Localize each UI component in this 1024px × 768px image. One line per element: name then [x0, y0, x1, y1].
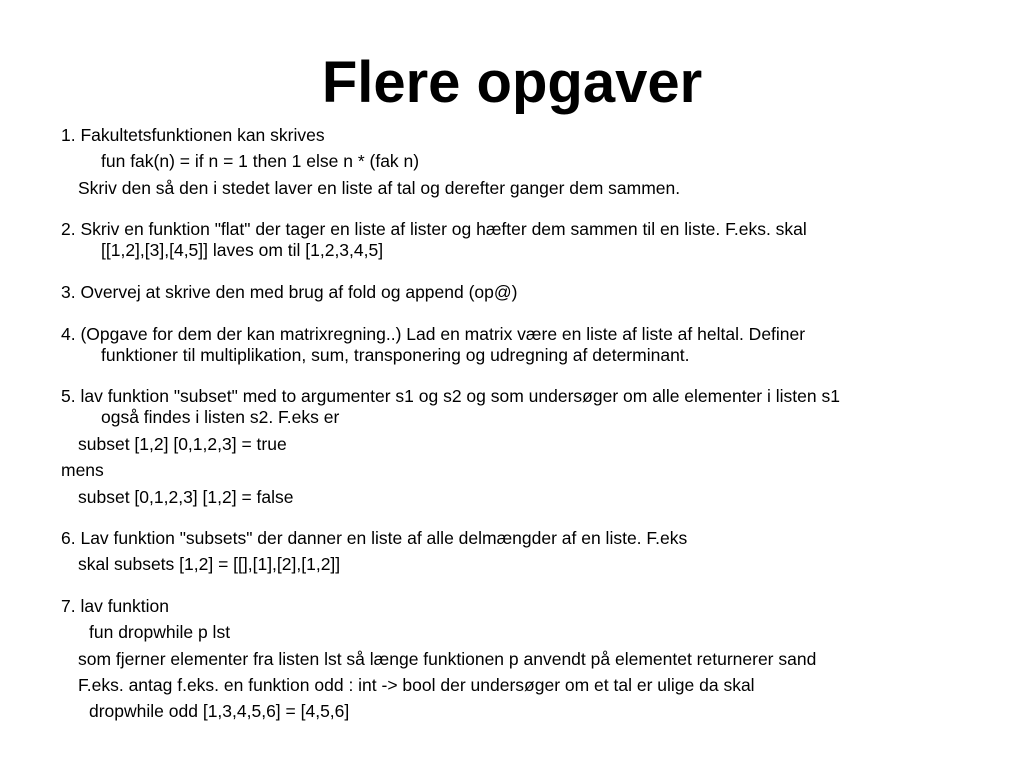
exercise-5-example-true: subset [1,2] [0,1,2,3] = true	[78, 434, 287, 454]
exercise-7-code: fun dropwhile p lst	[89, 622, 231, 642]
exercise-5-line-1: 5. lav funktion "subset" med to argumenter s1 og s2 og som undersøger om alle elementer i listen s1	[61, 386, 840, 406]
exercise-7-example: dropwhile odd [1,3,4,5,6] = [4,5,6]	[89, 701, 350, 721]
exercise-5-example-false: subset [0,1,2,3] [1,2] = false	[78, 487, 294, 507]
exercise-7-description: som fjerner elementer fra listen lst så længe funktionen p anvendt på elementet returnerer sand	[78, 649, 817, 669]
exercise-1-intro: 1. Fakultetsfunktionen kan skrives	[61, 125, 325, 145]
exercise-5-mens: mens	[61, 460, 104, 480]
exercise-4-line-1: 4. (Opgave for dem der kan matrixregning..) Lad en matrix være en liste af liste af heltal. Definer	[61, 324, 806, 344]
exercise-2-line-1: 2. Skriv en funktion "flat" der tager en liste af lister og hæfter dem sammen til en liste. F.eks. skal	[61, 219, 807, 239]
exercise-3: 3. Overvej at skrive den med brug af fold og append (op@)	[61, 282, 518, 302]
slide-title: Flere opgaver	[321, 50, 703, 115]
exercise-7-intro: 7. lav funktion	[61, 596, 169, 616]
exercise-1-task: Skriv den så den i stedet laver en liste af tal og derefter ganger dem sammen.	[78, 178, 681, 198]
exercise-6-line-1: 6. Lav funktion "subsets" der danner en liste af alle delmængder af en liste. F.eks	[61, 528, 688, 548]
exercise-5-line-2: også findes i listen s2. F.eks er	[101, 407, 340, 427]
exercise-1-code: fun fak(n) = if n = 1 then 1 else n * (fak n)	[101, 151, 420, 171]
exercise-4-line-2: funktioner til multiplikation, sum, transponering og udregning af determinant.	[101, 345, 690, 365]
exercise-6-line-2: skal subsets [1,2] = [[],[1],[2],[1,2]]	[78, 554, 341, 574]
exercise-2-line-2: [[1,2],[3],[4,5]] laves om til [1,2,3,4,5]	[101, 240, 384, 260]
exercise-7-example-intro: F.eks. antag f.eks. en funktion odd : int -> bool der undersøger om et tal er ulige da skal	[78, 675, 755, 695]
